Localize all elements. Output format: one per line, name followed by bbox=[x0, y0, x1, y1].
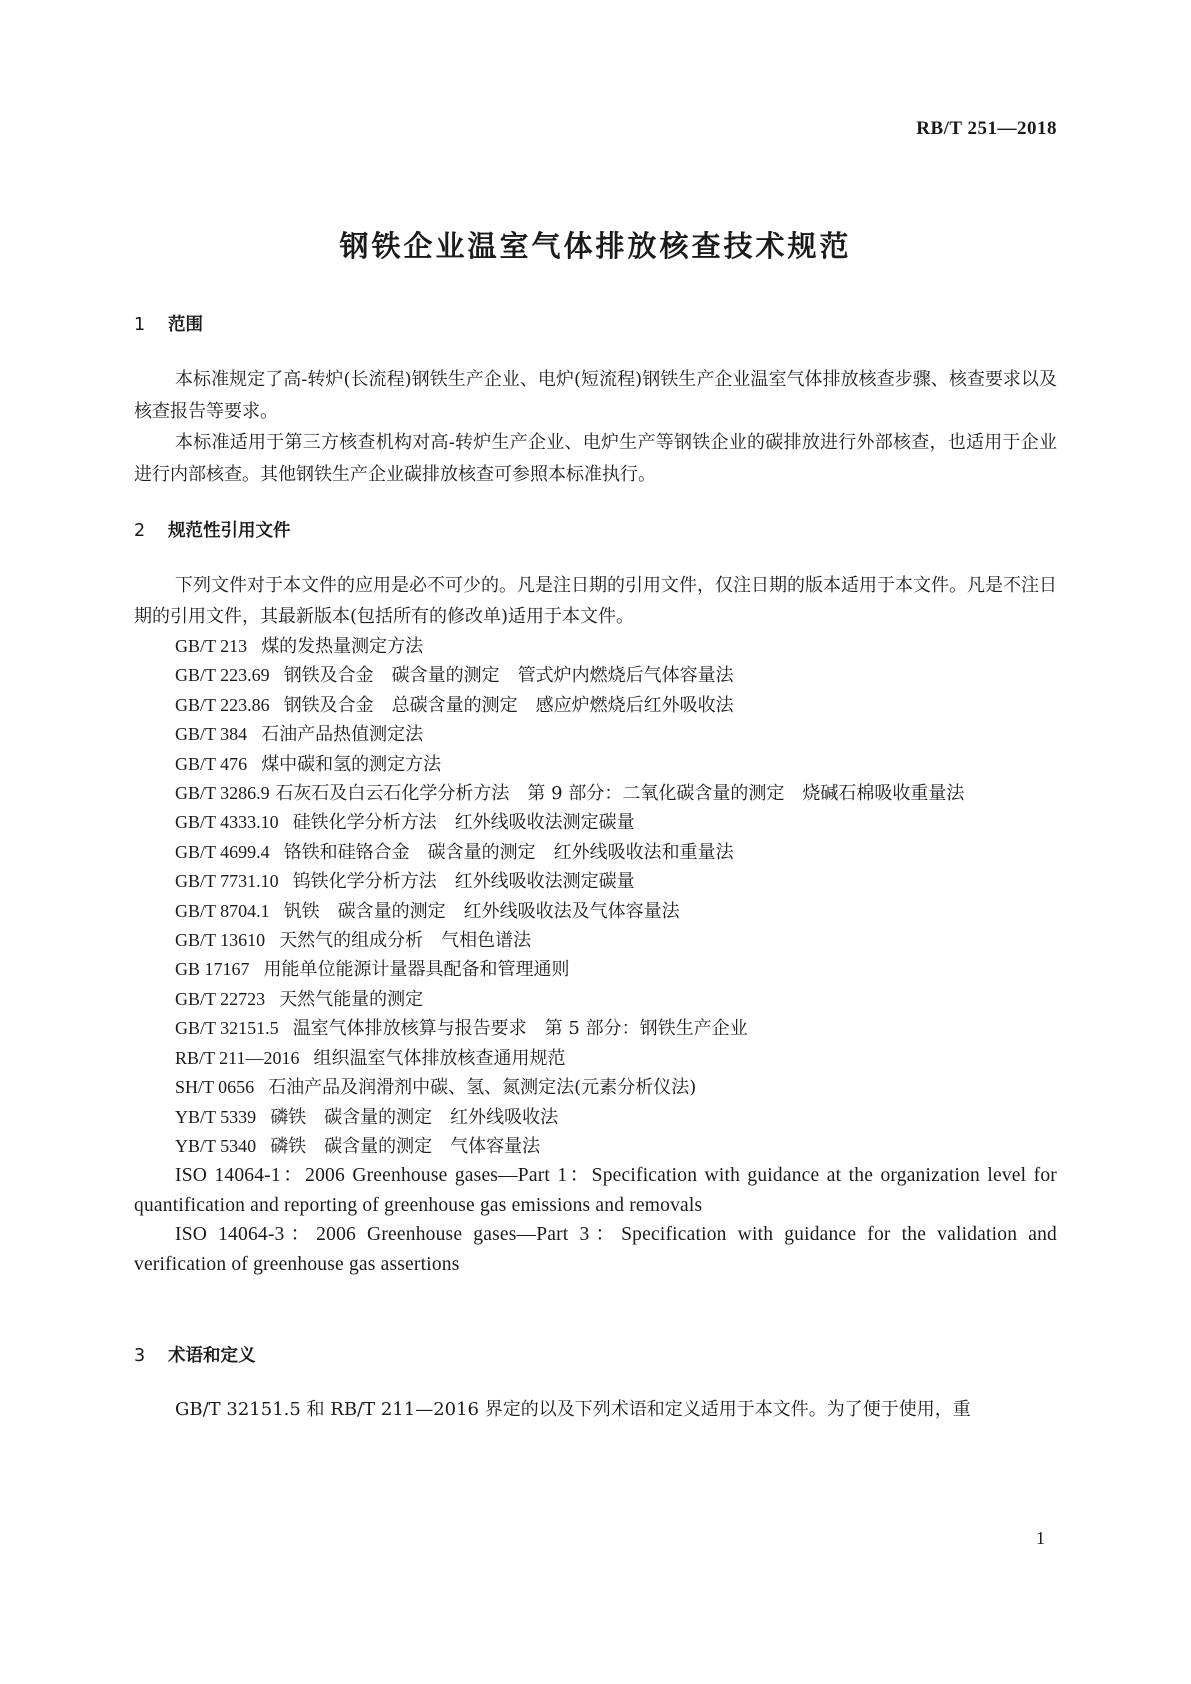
reference-code: GB/T 476 bbox=[175, 753, 248, 774]
section-2-body bbox=[134, 570, 1057, 1279]
reference-item bbox=[175, 632, 1057, 661]
iso-reference: ISO 14064-3：2006 Greenhouse gases—Part 3：Specification with guidance for the validation and verification of greenhouse gas assertions bbox=[134, 1224, 1057, 1275]
reference-code: GB/T 384 bbox=[175, 724, 248, 745]
reference-code: GB/T 7731.10 bbox=[175, 871, 279, 892]
reference-title: 石油产品热值测定法 bbox=[261, 724, 424, 746]
section-title: 术语和定义 bbox=[168, 1346, 256, 1366]
section-2-heading bbox=[134, 517, 291, 542]
reference-item bbox=[175, 1014, 1057, 1043]
reference-code: GB/T 8704.1 bbox=[175, 900, 270, 921]
reference-item bbox=[175, 1044, 1057, 1073]
section-title: 规范性引用文件 bbox=[168, 521, 291, 541]
reference-title: 钢铁及合金 碳含量的测定 管式炉内燃烧后气体容量法 bbox=[283, 665, 734, 687]
section-number: 1 bbox=[134, 315, 146, 335]
section-1-heading bbox=[134, 311, 203, 336]
reference-item bbox=[175, 720, 1057, 749]
document-title: 钢铁企业温室气体排放核查技术规范 bbox=[339, 229, 852, 263]
reference-code: YB/T 5339 bbox=[175, 1106, 257, 1127]
reference-item bbox=[175, 955, 1057, 984]
reference-title: 石灰石及白云石化学分析方法 第 9 部分：二氧化碳含量的测定 烧碱石棉吸收重量法 bbox=[275, 783, 965, 805]
paragraph: 本标准规定了高-转炉(长流程)钢铁生产企业、电炉(短流程)钢铁生产企业温室气体排放核查步骤、核查要求以及核查报告等要求。 bbox=[134, 369, 1057, 422]
reference-title: 钒铁 碳含量的测定 红外线吸收法及气体容量法 bbox=[283, 900, 680, 922]
reference-code: GB/T 213 bbox=[175, 636, 248, 656]
reference-code: SH/T 0656 bbox=[175, 1077, 255, 1098]
reference-item bbox=[175, 1103, 1057, 1132]
reference-code: GB 17167 bbox=[175, 959, 250, 980]
section-title: 范围 bbox=[168, 315, 203, 335]
reference-title: 石油产品及润滑剂中碳、氢、氮测定法(元素分析仪法) bbox=[268, 1077, 697, 1099]
section-number: 3 bbox=[134, 1346, 146, 1366]
section-3-heading bbox=[134, 1342, 256, 1367]
reference-item bbox=[175, 985, 1057, 1014]
standard-number: RB/T 251—2018 bbox=[916, 118, 1057, 139]
reference-code: GB/T 3286.9 bbox=[175, 783, 270, 804]
reference-title: 磷铁 碳含量的测定 红外线吸收法 bbox=[270, 1106, 559, 1128]
reference-title: 煤中碳和氢的测定方法 bbox=[261, 753, 442, 775]
page-number: 1 bbox=[1036, 1528, 1045, 1548]
reference-item bbox=[175, 661, 1057, 690]
reference-title: 温室气体排放核算与报告要求 第 5 部分：钢铁生产企业 bbox=[292, 1018, 748, 1040]
paragraph: 下列文件对于本文件的应用是必不可少的。凡是注日期的引用文件，仅注日期的版本适用于本文件。凡是不注日期的引用文件，其最新版本(包括所有的修改单)适用于本文件。 bbox=[134, 575, 1057, 627]
reference-title: 钨铁化学分析方法 红外线吸收法测定碳量 bbox=[292, 871, 635, 893]
reference-title: 煤的发热量测定方法 bbox=[261, 636, 424, 657]
reference-title: 钢铁及合金 总碳含量的测定 感应炉燃烧后红外吸收法 bbox=[283, 694, 734, 716]
paragraph: GB/T 32151.5 和 RB/T 211—2016 界定的以及下列术语和定义适用于本文件。为了便于使用，重 bbox=[175, 1399, 971, 1420]
reference-item bbox=[175, 897, 1057, 926]
reference-item bbox=[175, 691, 1057, 720]
reference-item bbox=[175, 1073, 1057, 1102]
reference-title: 铬铁和硅铬合金 碳含量的测定 红外线吸收法和重量法 bbox=[283, 841, 734, 863]
reference-code: GB/T 32151.5 bbox=[175, 1018, 279, 1039]
reference-code: GB/T 4699.4 bbox=[175, 841, 270, 862]
iso-reference: ISO 14064-1：2006 Greenhouse gases—Part 1：Specification with guidance at the organization level for quantification and reporting of greenhouse gas emissions and removals bbox=[134, 1165, 1057, 1216]
reference-code: GB/T 4333.10 bbox=[175, 812, 279, 833]
section-3-body bbox=[134, 1394, 1057, 1426]
reference-item bbox=[175, 867, 1057, 896]
reference-title: 硅铁化学分析方法 红外线吸收法测定碳量 bbox=[292, 812, 635, 834]
reference-item bbox=[175, 808, 1057, 837]
section-1-body bbox=[134, 364, 1057, 490]
reference-item bbox=[175, 926, 1057, 955]
reference-code: GB/T 22723 bbox=[175, 988, 266, 1009]
section-number: 2 bbox=[134, 521, 146, 541]
reference-item bbox=[175, 838, 1057, 867]
reference-code: GB/T 223.69 bbox=[175, 665, 270, 686]
reference-list bbox=[134, 632, 1057, 1161]
reference-item bbox=[134, 779, 1057, 808]
reference-title: 天然气能量的测定 bbox=[279, 988, 424, 1010]
reference-title: 磷铁 碳含量的测定 气体容量法 bbox=[270, 1135, 541, 1157]
reference-code: YB/T 5340 bbox=[175, 1135, 257, 1156]
reference-code: GB/T 13610 bbox=[175, 930, 266, 951]
reference-title: 天然气的组成分析 气相色谱法 bbox=[279, 930, 532, 952]
reference-item bbox=[175, 1132, 1057, 1161]
reference-code: RB/T 211—2016 bbox=[175, 1047, 300, 1068]
reference-title: 用能单位能源计量器具配备和管理通则 bbox=[263, 959, 570, 981]
paragraph: 本标准适用于第三方核查机构对高-转炉生产企业、电炉生产等钢铁企业的碳排放进行外部核查，也适用于企业进行内部核查。其他钢铁生产企业碳排放核查可参照本标准执行。 bbox=[134, 432, 1057, 485]
reference-title: 组织温室气体排放核查通用规范 bbox=[313, 1047, 566, 1069]
reference-code: GB/T 223.86 bbox=[175, 694, 270, 715]
reference-item bbox=[175, 750, 1057, 779]
